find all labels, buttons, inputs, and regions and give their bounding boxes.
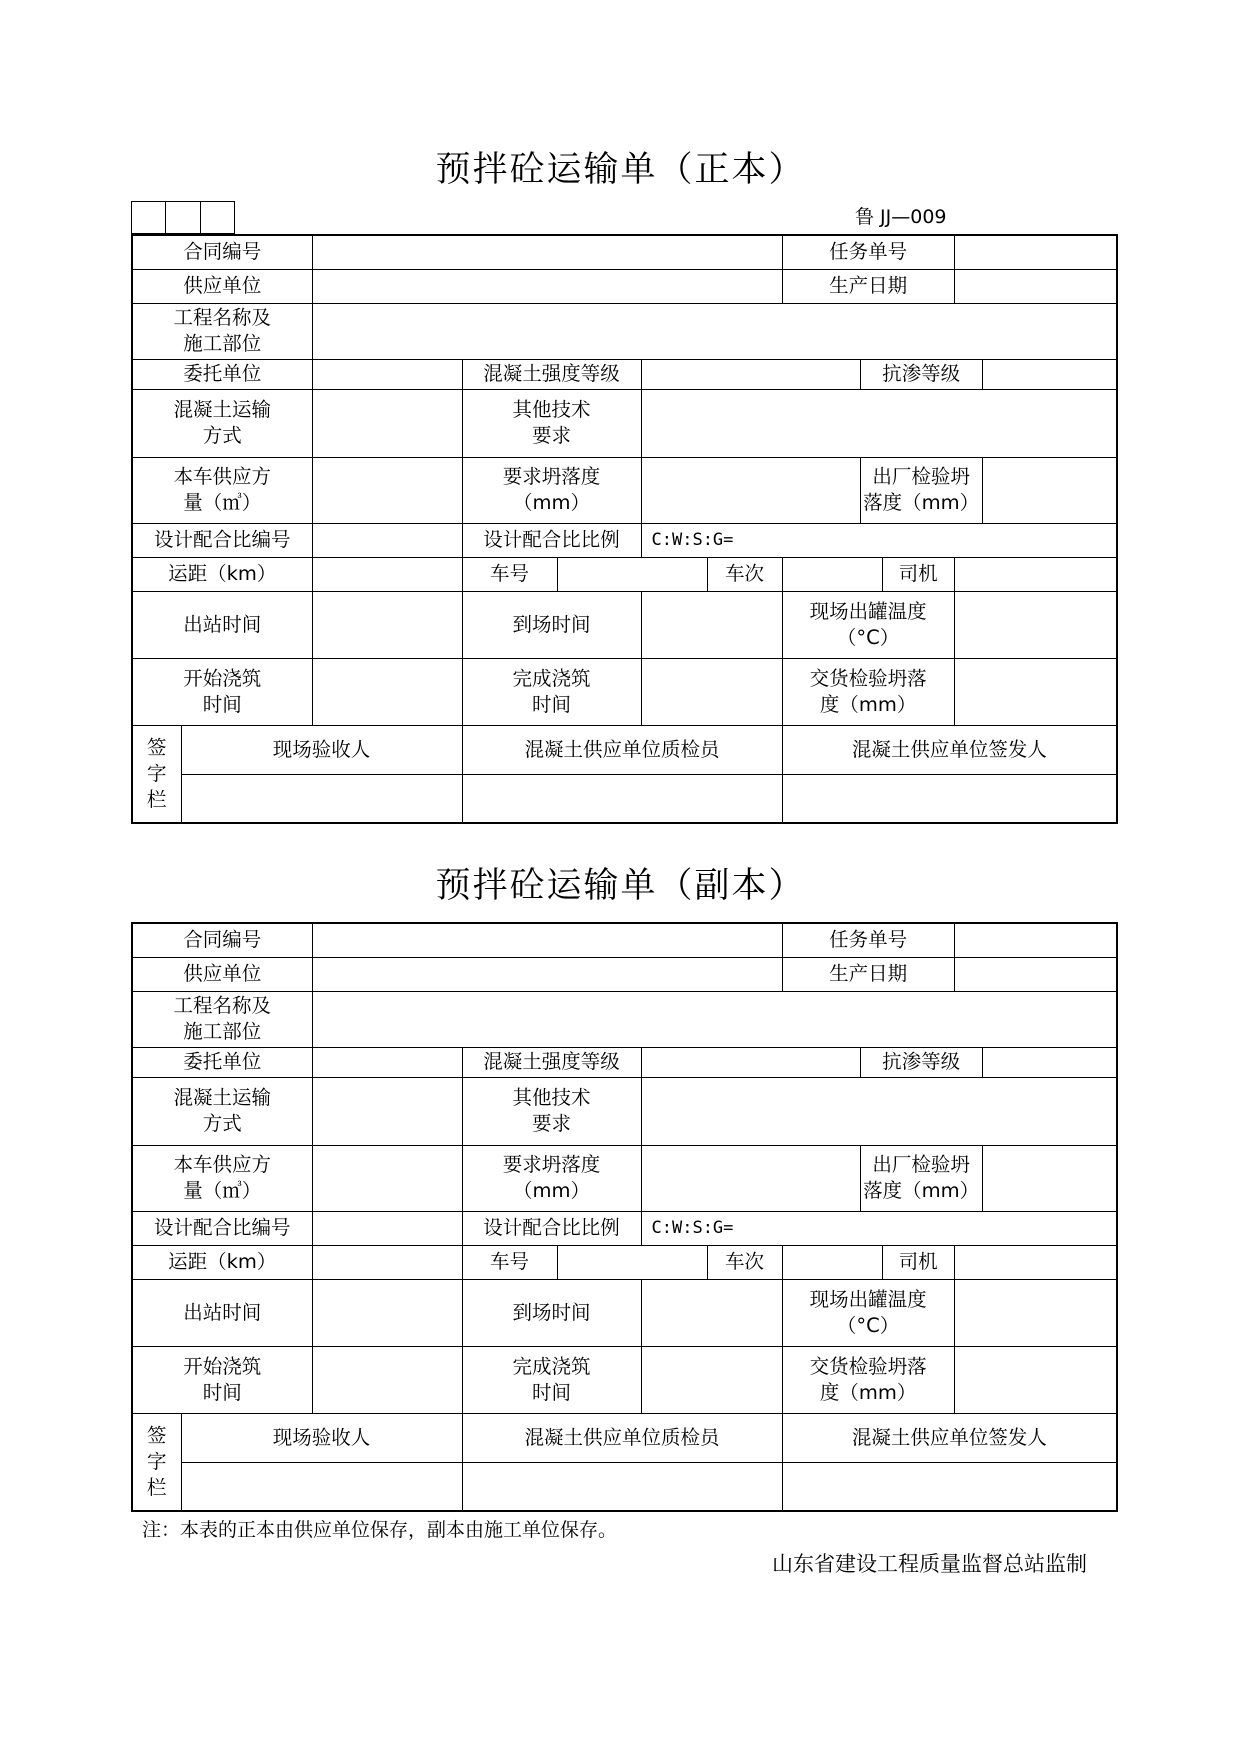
field-depart-time[interactable] [312,591,462,658]
signature-site-receiver[interactable] [181,774,462,823]
field-arrive-time[interactable] [641,591,782,658]
signature-quality-inspector[interactable] [462,774,782,823]
label-slump-required: 要求坍落度 （mm） [462,457,641,523]
field-slump-required[interactable] [641,457,860,523]
label-site-receiver: 现场验收人 [181,1413,462,1462]
delivery-form-copy [131,922,1118,1512]
field-task-no[interactable] [954,923,1117,957]
field-factory-slump[interactable] [982,1145,1117,1211]
label-delivery-slump: 交货检验坍落 度（mm） [782,658,954,725]
label-slump-required: 要求坍落度 （mm） [462,1145,641,1211]
label-factory-slump: 出厂检验坍 落度（mm） [860,1145,982,1211]
label-contract-no: 合同编号 [132,235,312,269]
label-driver: 司机 [882,557,954,591]
label-depart-time: 出站时间 [132,591,312,658]
field-factory-slump[interactable] [982,457,1117,523]
label-signature-column: 签 字 栏 [132,1413,181,1511]
field-production-date[interactable] [954,957,1117,991]
label-issuer: 混凝土供应单位签发人 [782,1413,1117,1462]
field-mix-no[interactable] [312,523,462,557]
field-strength-grade[interactable] [641,1047,860,1077]
field-supplier[interactable] [312,957,782,991]
field-finish-pour[interactable] [641,1346,782,1413]
signature-quality-inspector[interactable] [462,1462,782,1511]
label-other-requirements: 其他技术 要求 [462,389,641,457]
field-strength-grade[interactable] [641,359,860,389]
field-project-name[interactable] [312,991,1117,1047]
label-volume: 本车供应方 量（㎥） [132,457,312,523]
field-supplier[interactable] [312,269,782,303]
label-site-temperature: 现场出罐温度 （°C） [782,1279,954,1346]
field-trip-no[interactable] [782,1245,882,1279]
field-transport-method[interactable] [312,389,462,457]
label-arrive-time: 到场时间 [462,1279,641,1346]
field-truck-no[interactable] [557,1245,707,1279]
field-mix-ratio[interactable]: C:W:S:G= [641,1211,1117,1245]
label-task-no: 任务单号 [782,923,954,957]
label-strength-grade: 混凝土强度等级 [462,359,641,389]
label-impermeability: 抗渗等级 [860,1047,982,1077]
label-transport-method: 混凝土运输 方式 [132,1077,312,1145]
signature-issuer[interactable] [782,774,1117,823]
label-supplier: 供应单位 [132,957,312,991]
field-production-date[interactable] [954,269,1117,303]
signature-issuer[interactable] [782,1462,1117,1511]
field-truck-no[interactable] [557,557,707,591]
label-production-date: 生产日期 [782,269,954,303]
field-site-temperature[interactable] [954,591,1117,658]
issuer-footer: 山东省建设工程质量监督总站监制 [772,1552,1087,1576]
serial-box[interactable] [200,202,234,234]
label-volume: 本车供应方 量（㎥） [132,1145,312,1211]
signature-site-receiver[interactable] [181,1462,462,1511]
label-start-pour: 开始浇筑 时间 [132,1346,312,1413]
field-start-pour[interactable] [312,1346,462,1413]
label-arrive-time: 到场时间 [462,591,641,658]
label-signature-column: 签 字 栏 [132,725,181,823]
field-client[interactable] [312,1047,462,1077]
label-depart-time: 出站时间 [132,1279,312,1346]
field-impermeability[interactable] [982,1047,1117,1077]
serial-box[interactable] [166,202,200,234]
field-client[interactable] [312,359,462,389]
field-contract-no[interactable] [312,923,782,957]
field-delivery-slump[interactable] [954,658,1117,725]
field-driver[interactable] [954,557,1117,591]
field-volume[interactable] [312,457,462,523]
label-finish-pour: 完成浇筑 时间 [462,658,641,725]
form-title-copy: 预拌砼运输单（副本） [435,866,806,906]
field-site-temperature[interactable] [954,1279,1117,1346]
label-client: 委托单位 [132,1047,312,1077]
label-production-date: 生产日期 [782,957,954,991]
field-transport-method[interactable] [312,1077,462,1145]
label-factory-slump: 出厂检验坍 落度（mm） [860,457,982,523]
field-mix-ratio[interactable]: C:W:S:G= [641,523,1117,557]
label-project-name: 工程名称及 施工部位 [132,303,312,359]
label-mix-no: 设计配合比编号 [132,523,312,557]
field-project-name[interactable] [312,303,1117,359]
field-volume[interactable] [312,1145,462,1211]
field-contract-no[interactable] [312,235,782,269]
field-arrive-time[interactable] [641,1279,782,1346]
label-trip-no: 车次 [707,1245,782,1279]
label-mix-ratio: 设计配合比比例 [462,1211,641,1245]
field-finish-pour[interactable] [641,658,782,725]
label-truck-no: 车号 [462,557,557,591]
label-strength-grade: 混凝土强度等级 [462,1047,641,1077]
label-trip-no: 车次 [707,557,782,591]
label-issuer: 混凝土供应单位签发人 [782,725,1117,774]
field-distance[interactable] [312,557,462,591]
label-mix-no: 设计配合比编号 [132,1211,312,1245]
field-depart-time[interactable] [312,1279,462,1346]
label-distance: 运距（km） [132,1245,312,1279]
field-task-no[interactable] [954,235,1117,269]
label-contract-no: 合同编号 [132,923,312,957]
field-other-requirements[interactable] [641,1077,1117,1145]
label-site-temperature: 现场出罐温度 （°C） [782,591,954,658]
label-task-no: 任务单号 [782,235,954,269]
field-mix-no[interactable] [312,1211,462,1245]
label-distance: 运距（km） [132,557,312,591]
field-other-requirements[interactable] [641,389,1117,457]
field-trip-no[interactable] [782,557,882,591]
label-project-name: 工程名称及 施工部位 [132,991,312,1047]
label-supplier: 供应单位 [132,269,312,303]
form-code: 鲁 JJ—009 [855,206,947,228]
label-client: 委托单位 [132,359,312,389]
serial-box[interactable] [132,202,166,234]
label-transport-method: 混凝土运输 方式 [132,389,312,457]
label-driver: 司机 [882,1245,954,1279]
form-title-original: 预拌砼运输单（正本） [435,150,806,190]
serial-boxes [131,201,235,234]
storage-note: 注：本表的正本由供应单位保存，副本由施工单位保存。 [142,1519,618,1541]
field-delivery-slump[interactable] [954,1346,1117,1413]
field-driver[interactable] [954,1245,1117,1279]
label-quality-inspector: 混凝土供应单位质检员 [462,1413,782,1462]
label-delivery-slump: 交货检验坍落 度（mm） [782,1346,954,1413]
label-impermeability: 抗渗等级 [860,359,982,389]
field-impermeability[interactable] [982,359,1117,389]
label-truck-no: 车号 [462,1245,557,1279]
label-quality-inspector: 混凝土供应单位质检员 [462,725,782,774]
label-finish-pour: 完成浇筑 时间 [462,1346,641,1413]
field-distance[interactable] [312,1245,462,1279]
label-start-pour: 开始浇筑 时间 [132,658,312,725]
field-start-pour[interactable] [312,658,462,725]
label-other-requirements: 其他技术 要求 [462,1077,641,1145]
delivery-form-original [131,234,1118,824]
label-mix-ratio: 设计配合比比例 [462,523,641,557]
field-slump-required[interactable] [641,1145,860,1211]
label-site-receiver: 现场验收人 [181,725,462,774]
